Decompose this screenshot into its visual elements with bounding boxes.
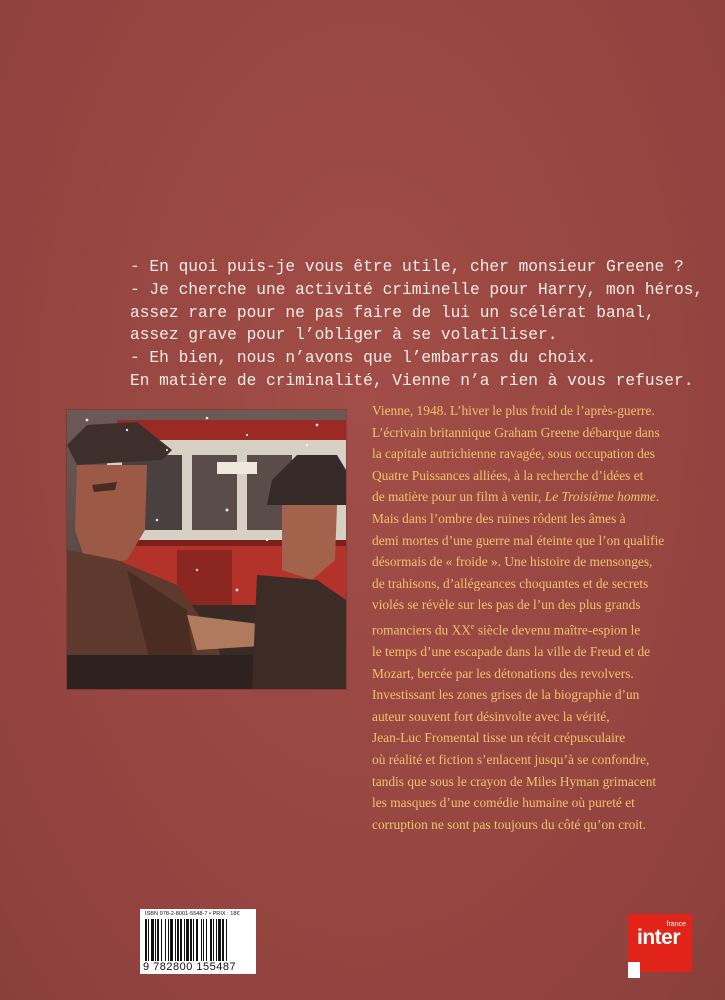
isbn-barcode (140, 909, 256, 974)
france-inter-logo (628, 914, 692, 978)
logo-brand-small: france (666, 921, 686, 928)
blurb-line: corruption ne sont pas toujours du côté qu’on croit. (372, 816, 647, 832)
blurb-line: demi mortes d’une guerre mal éteinte que l’on qualifie (372, 532, 665, 548)
quote-line: assez rare pour ne pas faire de lui un scélérat banal, (130, 303, 655, 322)
blurb-line: la capitale autrichienne ravagée, sous occupation des (372, 446, 655, 462)
century-sup: e (470, 621, 475, 631)
blurb-line-start: de matière pour un film à venir, (372, 489, 545, 505)
blurb-line: désormais de « froide ». Une histoire de mensonges, (372, 554, 653, 570)
cover-illustration (67, 410, 346, 689)
illustration-art (67, 410, 346, 689)
blurb-line (372, 616, 702, 641)
quote-line: assez grave pour l’obliger à se volatiliser. (130, 326, 558, 345)
blurb-line: où réalité et fiction s’enlacent jusqu’à se confondre, (372, 751, 650, 767)
blurb-line: les masques d’une comédie humaine où pureté et (372, 795, 635, 811)
century-text: romanciers du XX (372, 622, 471, 638)
barcode-bars (145, 919, 251, 961)
blurb-line: de trahisons, d’allégeances choquantes et de secrets (372, 575, 649, 591)
century-rest: siècle devenu maître-espion le (474, 622, 641, 638)
quote-line: - Je cherche une activité criminelle pour Harry, mon héros, (130, 280, 704, 299)
barcode-digits: 9 782800 155487 (143, 961, 237, 973)
blurb-line: Vienne, 1948. L’hiver le plus froid de l’après-guerre. (372, 403, 655, 418)
blurb-line: Quatre Puissances alliées, à la recherche d’idées et (372, 467, 644, 483)
logo-brand-main: inter (637, 926, 681, 949)
blurb-line: Mozart, bercée par les détonations des revolvers. (372, 665, 634, 681)
blurb-line: Jean-Luc Fromental tisse un récit crépusculaire (372, 730, 626, 746)
blurb-line: Investissant les zones grises de la biographie d’un (372, 687, 640, 703)
quote-line: En matière de criminalité, Vienne n’a rien à vous refuser. (130, 371, 694, 390)
blurb-line (372, 486, 702, 508)
blurb-text (372, 400, 702, 835)
blurb-line: Mais dans l’ombre des ruines rôdent les âmes à (372, 510, 626, 526)
quote-line: - Eh bien, nous n’avons que l’embarras du choix. (130, 349, 597, 368)
blurb-line: tandis que sous le crayon de Miles Hyman grimacent (372, 773, 657, 789)
blurb-line: le temps d’une escapade dans la ville de Freud et de (372, 644, 651, 659)
blurb-line: violés se révèle sur les pas de l’un des plus grands (372, 597, 641, 613)
film-title-end: . (655, 489, 660, 505)
film-title: Le Troisième homme (544, 489, 656, 505)
blurb-line: L’écrivain britannique Graham Greene débarque dans (372, 424, 660, 440)
blurb-line: auteur souvent fort désinvolte avec la vérité, (372, 708, 610, 724)
quote-line: - En quoi puis-je vous être utile, cher monsieur Greene ? (130, 258, 684, 276)
logo-white-tab (628, 962, 640, 978)
quote-block (130, 256, 704, 393)
isbn-price: ISBN 978-2-8001-5548-7 • PRIX : 18€ (145, 911, 240, 917)
